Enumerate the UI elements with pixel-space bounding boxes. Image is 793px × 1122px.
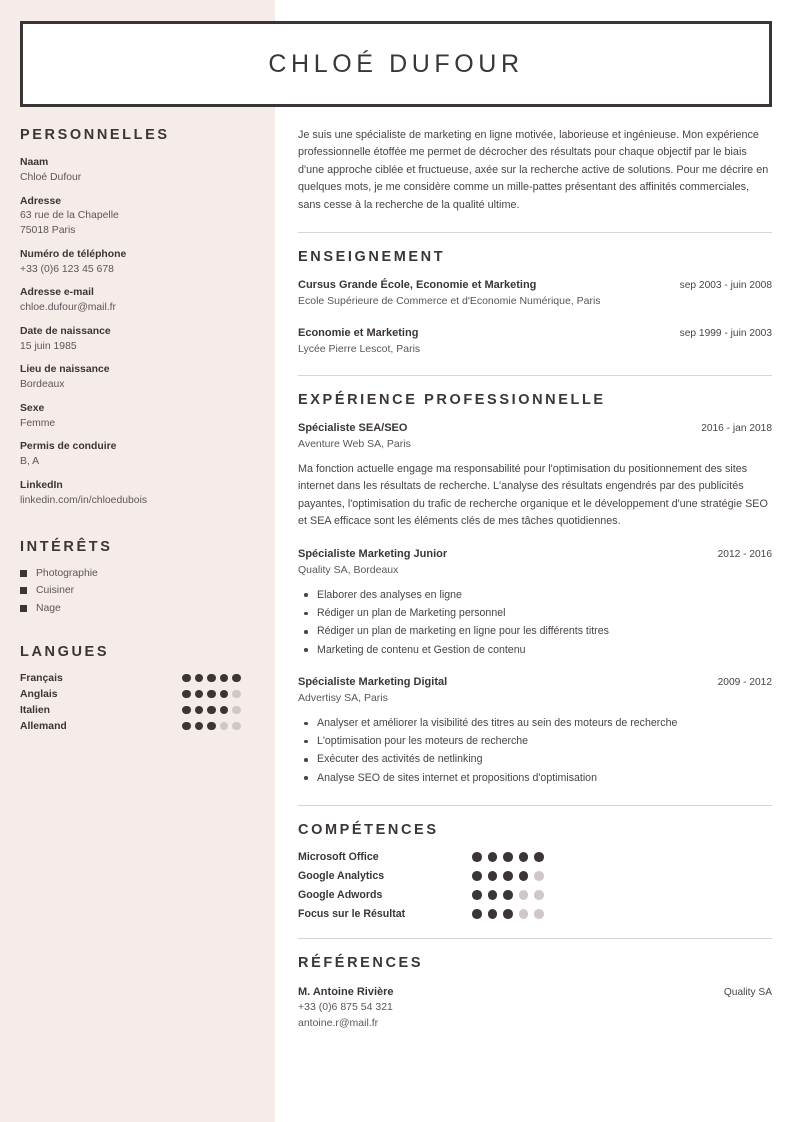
section-heading-experience: EXPÉRIENCE PROFESSIONNELLE (298, 391, 606, 408)
experience-entry (298, 675, 772, 787)
personal-detail-label: LinkedIn (20, 480, 63, 492)
rating-dot (182, 674, 191, 683)
profile-paragraph: Je suis une spécialiste de marketing en ligne motivée, laborieuse et ingénieuse. Mon expérience professionnelle étoffée me permet de décrocher des résultats pour chaque objectif par le biais d'une approche ciblée et fructueuse, axée sur la recherche active de solutions. Pour me décrire en quelques mots, je me considère comme un mille-pattes présentant des affinités commerciales, sans cesse à la recherche de la qualité ultime. (298, 129, 769, 211)
personal-detail-value: linkedin.com/in/chloedubois (20, 494, 148, 506)
interests-list (20, 568, 268, 614)
references-list (298, 984, 772, 1032)
skill-row (298, 889, 772, 901)
section-divider (298, 938, 772, 939)
rating-dot (195, 674, 204, 683)
rating-dot (519, 852, 529, 862)
reference-name: M. Antoine Rivière (298, 985, 394, 998)
experience-bullet: Exécuter des activités de netlinking (298, 750, 772, 768)
personal-detail-label: Numéro de téléphone (20, 248, 127, 260)
personal-detail-value: Bordeaux (20, 379, 65, 391)
rating-dot (220, 722, 229, 731)
list-item (20, 603, 268, 614)
skills-list (298, 851, 772, 920)
rating-dot (195, 690, 204, 699)
personal-detail-label: Naam (20, 157, 49, 168)
section-heading-interests: INTÉRÊTS (20, 538, 113, 555)
personal-detail-item (20, 195, 268, 239)
rating-dot (519, 871, 529, 881)
rating-dot (232, 706, 241, 715)
experience-bullet: Rédiger un plan de marketing en ligne pour les différents titres (298, 622, 772, 640)
skill-row (298, 870, 772, 882)
personal-detail-item (20, 156, 268, 186)
entry-header (298, 675, 772, 691)
experience-bullet: Marketing de contenu et Gestion de contenu (298, 641, 772, 659)
rating-dot (503, 890, 513, 900)
personal-detail-item (20, 479, 268, 509)
entry-header (298, 326, 772, 342)
skill-rating (472, 909, 550, 919)
education-title: Cursus Grande École, Economie et Marketing (298, 279, 537, 292)
list-item (20, 585, 268, 596)
skill-row (298, 851, 772, 863)
rating-dot (472, 909, 482, 919)
rating-dot (534, 890, 544, 900)
experience-date: 2016 - jan 2018 (701, 422, 772, 434)
rating-dot (488, 871, 498, 881)
personal-detail-value: +33 (0)6 123 45 678 (20, 263, 114, 275)
experience-bullet: Analyse SEO de sites internet et propositions d'optimisation (298, 769, 772, 787)
language-rating (182, 722, 241, 731)
experience-description: Ma fonction actuelle engage ma responsabilité pour l'optimisation du positionnement des sites internet dans les résultats de recherche. L'analyse des résultats engendrés par des publicités payantes, l'optimisation du trafic de recherche organique et le développement d'une stratégie SEO et SEA efficace sont les éléments clés de mes tâches quotidiennes. (298, 462, 768, 528)
rating-dot (232, 722, 241, 731)
rating-dot (232, 674, 241, 683)
reference-entry (298, 984, 772, 1032)
personal-detail-item (20, 286, 268, 316)
section-heading-languages: LANGUES (20, 643, 110, 660)
rating-dot (503, 852, 513, 862)
experience-date: 2012 - 2016 (717, 548, 772, 560)
experience-employer: Advertisy SA, Paris (298, 691, 388, 704)
rating-dot (534, 871, 544, 881)
experience-entry (298, 547, 772, 659)
education-institution: Lycée Pierre Lescot, Paris (298, 342, 421, 355)
education-date: sep 2003 - juin 2008 (679, 280, 772, 292)
experience-bullet: L'optimisation pour les moteurs de recherche (298, 732, 772, 750)
rating-dot (534, 852, 544, 862)
rating-dot (220, 674, 229, 683)
experience-bullet-list (298, 714, 772, 787)
experience-date: 2009 - 2012 (717, 676, 772, 688)
rating-dot (534, 909, 544, 919)
personal-detail-value: 75018 Paris (20, 225, 76, 237)
section-heading-skills: COMPÉTENCES (298, 821, 439, 838)
personal-detail-value: Femme (20, 417, 56, 429)
experience-bullet: Analyser et améliorer la visibilité des titres au sein des moteurs de recherche (298, 714, 772, 732)
rating-dot (207, 722, 216, 731)
rating-dot (182, 722, 191, 731)
rating-dot (488, 909, 498, 919)
rating-dot (503, 871, 513, 881)
entry-header (298, 278, 772, 294)
language-label: Anglais (20, 688, 58, 700)
square-bullet-icon (20, 570, 27, 577)
experience-entry (298, 421, 772, 531)
personal-detail-value: 15 juin 1985 (20, 340, 77, 352)
rating-dot (519, 890, 529, 900)
language-row (20, 689, 268, 700)
rating-dot (195, 722, 204, 731)
personal-detail-item (20, 363, 268, 393)
personal-detail-item (20, 440, 268, 470)
rating-dot (220, 706, 229, 715)
rating-dot (207, 706, 216, 715)
interest-label: Cuisiner (36, 585, 75, 597)
language-rating (182, 674, 241, 683)
rating-dot (472, 890, 482, 900)
rating-dot (220, 690, 229, 699)
personal-detail-value: B, A (20, 456, 40, 468)
personal-detail-label: Adresse (20, 195, 62, 207)
personal-detail-label: Date de naissance (20, 325, 111, 337)
language-row (20, 673, 268, 684)
rating-dot (195, 706, 204, 715)
personal-detail-item (20, 248, 268, 278)
reference-email: antoine.r@mail.fr (298, 1017, 379, 1030)
rating-dot (472, 852, 482, 862)
skill-label: Google Adwords (298, 888, 383, 901)
square-bullet-icon (20, 587, 27, 594)
rating-dot (182, 690, 191, 699)
language-row (20, 721, 268, 732)
skill-rating (472, 890, 550, 900)
skill-label: Microsoft Office (298, 850, 379, 863)
language-label: Français (20, 672, 63, 684)
education-entry (298, 278, 772, 309)
rating-dot (488, 852, 498, 862)
personal-detail-label: Permis de conduire (20, 441, 117, 453)
skill-label: Focus sur le Résultat (298, 907, 406, 920)
section-divider (298, 232, 772, 233)
section-divider (298, 805, 772, 806)
square-bullet-icon (20, 605, 27, 612)
education-title: Economie et Marketing (298, 326, 419, 339)
experience-title: Spécialiste Marketing Digital (298, 675, 448, 688)
education-date: sep 1999 - juin 2003 (679, 327, 772, 339)
name-header-box (20, 21, 772, 107)
experience-title: Spécialiste Marketing Junior (298, 547, 448, 560)
list-item (20, 568, 268, 579)
experience-bullet: Elaborer des analyses en ligne (298, 586, 772, 604)
language-label: Allemand (20, 720, 67, 732)
language-label: Italien (20, 704, 51, 716)
entry-header (298, 421, 772, 437)
section-heading-education: ENSEIGNEMENT (298, 249, 446, 266)
languages-list (20, 673, 268, 732)
experience-bullet-list (298, 586, 772, 659)
rating-dot (207, 690, 216, 699)
experience-title: Spécialiste SEA/SEO (298, 421, 408, 434)
experience-employer: Aventure Web SA, Paris (298, 437, 411, 450)
section-heading-references: RÉFÉRENCES (298, 954, 424, 971)
section-heading-personal: PERSONNELLES (20, 127, 170, 143)
rating-dot (232, 690, 241, 699)
rating-dot (207, 674, 216, 683)
personal-detail-value: 63 rue de la Chapelle (20, 210, 119, 222)
interest-label: Photographie (36, 567, 98, 579)
reference-company: Quality SA (723, 986, 772, 998)
personal-detail-label: Lieu de naissance (20, 364, 110, 376)
personal-detail-item (20, 402, 268, 432)
skill-rating (472, 852, 550, 862)
section-divider (298, 375, 772, 376)
language-row (20, 705, 268, 716)
education-list (298, 278, 772, 356)
entry-header (298, 547, 772, 563)
personal-detail-label: Sexe (20, 402, 45, 414)
education-institution: Ecole Supérieure de Commerce et d'Economie Numérique, Paris (298, 295, 601, 308)
rating-dot (503, 909, 513, 919)
personal-detail-value: Chloé Dufour (20, 171, 82, 183)
main-column (298, 127, 772, 1032)
interest-label: Nage (36, 602, 61, 614)
reference-phone: +33 (0)6 875 54 321 (298, 1001, 393, 1014)
rating-dot (182, 706, 191, 715)
language-rating (182, 690, 241, 699)
skill-rating (472, 871, 550, 881)
rating-dot (488, 890, 498, 900)
personal-detail-value: chloe.dufour@mail.fr (20, 302, 117, 314)
personal-detail-label: Adresse e-mail (20, 287, 94, 299)
entry-header (298, 984, 772, 1001)
experience-list (298, 421, 772, 787)
personal-details-list (20, 156, 268, 509)
experience-employer: Quality SA, Bordeaux (298, 563, 399, 576)
education-entry (298, 326, 772, 357)
experience-bullet: Rédiger un plan de Marketing personnel (298, 604, 772, 622)
skill-row (298, 908, 772, 920)
language-rating (182, 706, 241, 715)
rating-dot (472, 871, 482, 881)
personal-detail-item (20, 325, 268, 355)
page-title: CHLOÉ DUFOUR (268, 49, 524, 78)
skill-label: Google Analytics (298, 869, 385, 882)
rating-dot (519, 909, 529, 919)
sidebar (20, 127, 268, 737)
